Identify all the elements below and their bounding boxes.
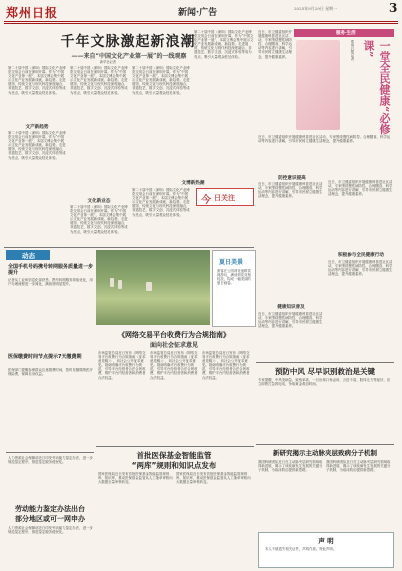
dongtai-tag-text: 动态 (22, 252, 35, 260)
dongtai-item-1-body: 记者从工业和信息化部获悉，携号转网服务持续优化，用户办理流程进一步简化，满意度明显提升。 (8, 278, 93, 287)
notice-box (258, 532, 394, 568)
sidebar-byline: 郑州日报记者 (350, 40, 354, 61)
sidebar-body-1: 近日，市卫健委组织开展健康科普进社区活动，专家围绕慢性病防控、合理膳食、科学运动等内容进行讲解，引导市民树立健康生活理念，提升健康素养。 (258, 135, 391, 144)
main-story-subhead-2: 文化新业态 (87, 199, 111, 204)
sidebar-illustration (296, 40, 340, 130)
visitor-figure (110, 278, 114, 287)
dongtai-item-1-title: 全国手机号码携号转网服务质量进一步提升 (8, 264, 94, 276)
sidebar-header-bar (294, 29, 394, 37)
main-story-col3: 第二十届中国（深圳）国际文化产业博览交易会日前在深圳开幕。作为“中国文化产业第一展”，本届文博会集中展示文化产业发展新成就、新趋势。走进展馆，传统文化与现代科技深度融合，非遗技艺、数字文创、沉浸式体验等成为亮点，吸引大量观众驻足体验。 (132, 66, 190, 95)
labor-title-1: 劳动能力鉴定办法出台 (15, 505, 85, 513)
guideline-col2: 市场监管总局近日发布《网络交易平台收费行为合规指南（征求意见稿）》，向社会公开征求意见。指南明确平台收费行为规范，引导平台经营者合法合规收费，维护平台内经营者和消费者合法权益。 (150, 351, 198, 380)
dongtai-item-2-title: 医保缴费时间节点提示7天缴费期 (8, 354, 82, 360)
science-col1: 我国科研团队近日在主动脉夹层研究领域取得新进展，揭示了该疾病发生发展的关键分子机制，为临床防治提供新思路。 (258, 460, 323, 473)
guideline-col1: 市场监管总局近日发布《网络交易平台收费行为合规指南（征求意见稿）》，向社会公开征求意见。指南明确平台收费行为规范，引导平台经营者合法合规收费，维护平台内经营者和消费者合法权益。 (98, 351, 146, 380)
science-col2: 我国科研团队近日在主动脉夹层研究领域取得新进展，揭示了该疾病发生发展的关键分子机制，为临床防治提供新思路。 (326, 460, 391, 473)
sidebar-body-2: 近日，市卫健委组织开展健康科普进社区活动，专家围绕慢性病防控、合理膳食、科学运动等内容进行讲解，引导市民树立健康生活理念，提升健康素养。 (258, 182, 323, 199)
section-title: 新闻·广告 (178, 8, 218, 18)
sidebar-subhead-1: 防控意识提高 (278, 176, 306, 181)
main-story-col4: 第二十届中国（深圳）国际文化产业博览交易会日前在深圳开幕。作为“中国文化产业第一展”，本届文博会集中展示文化产业发展新成就、新趋势。走进展馆，传统文化与现代科技深度融合，非遗技艺、数字文创、沉浸式体验等成为亮点，吸引大量观众驻足体验。 (194, 30, 254, 59)
sidebar-body-5: 近日，市卫健委组织开展健康科普进社区活动，专家围绕慢性病防控、合理膳食、科学运动等内容进行讲解，引导市民树立健康生活理念，提升健康素养。 (258, 312, 323, 329)
medicare-col2: 国家医保局近日发布首批医保基金智能监管规则库、知识库，推动医保基金监管从人工抽单审核向大数据全量审核转变。 (176, 472, 251, 485)
stroke-title: 预防中风 尽早识别救治是关键 (274, 367, 376, 376)
notice-title: 声 明 (318, 537, 334, 545)
stroke-divider (256, 362, 394, 363)
main-story-col2: 第二十届中国（深圳）国际文化产业博览交易会日前在深圳开幕。作为“中国文化产业第一展”，本届文博会集中展示文化产业发展新成就、新趋势。走进展馆，传统文化与现代科技深度融合，非遗技艺、数字文创、沉浸式体验等成为亮点，吸引大量观众驻足体验。 (70, 66, 128, 95)
sidebar-header-text: 服务·生活 (336, 31, 356, 36)
masthead-logo: 郑州日报 (6, 6, 59, 20)
science-title: 新研究揭示主动脉夹层致病分子机制 (273, 449, 377, 457)
science-divider (256, 444, 394, 445)
main-story-col2-b: 第二十届中国（深圳）国际文化产业博览交易会日前在深圳开幕。作为“中国文化产业第一展”，本届文博会集中展示文化产业发展新成就、新趋势。走进展馆，传统文化与现代科技深度融合，非遗技艺、数字文创、沉浸式体验等成为亮点，吸引大量观众驻足体验。 (70, 205, 128, 234)
medicare-col1: 国家医保局近日发布首批医保基金智能监管规则库、知识库，推动医保基金监管从人工抽单审核向大数据全量审核转变。 (98, 472, 173, 485)
main-story-subhead-1: 文产新趋势 (25, 125, 49, 130)
notice-body: 本人不慎遗失相关证件，声明作废。特此声明。 (265, 547, 337, 551)
sidebar-subhead-3: 积极参与全民健康行动 (338, 253, 384, 258)
guideline-col3: 市场监管总局近日发布《网络交易平台收费行为合规指南（征求意见稿）》，向社会公开征求意见。指南明确平台收费行为规范，引导平台经营者合法合规收费，维护平台内经营者和消费者合法权益。 (202, 351, 250, 380)
stroke-body: 专家提醒，中风发病急、致残率高，一旦出现口角歪斜、言语不清、肢体无力等症状，应立即拨打急救电话，争取黄金救治时间。 (258, 378, 391, 387)
photo-caption-title: 夏日美景 (219, 259, 244, 266)
main-story-col1-b: 第二十届中国（深圳）国际文化产业博览交易会日前在深圳开幕。作为“中国文化产业第一展”，本届文博会集中展示文化产业发展新成就、新趋势。走进展馆，传统文化与现代科技深度融合，非遗技艺、数字文创、沉浸式体验等成为亮点，吸引大量观众驻足体验。 (8, 131, 66, 160)
dongtai-item-2-body: 医保部门提醒参保群众注意缴费时间，按时足额缴纳医疗保险费，保障自身权益。 (8, 368, 93, 377)
guideline-subtitle: 面向社会征求意见 (149, 342, 198, 349)
sidebar-column-title: 一堂全民健康“必修课” (362, 40, 391, 135)
sidebar-subhead-2: 健康知识普及 (277, 305, 305, 310)
main-story-subtitle: ——来自“中国文化产业第一展”的一线观察 (71, 53, 187, 60)
labor-body-top: 人力资源社会保障部近日印发劳动能力鉴定办法，进一步规范鉴定程序，推进鉴定服务便民化。 (8, 456, 93, 465)
visitor-figure (146, 282, 152, 291)
main-story-col1: 第二十届中国（深圳）国际文化产业博览交易会日前在深圳开幕。作为“中国文化产业第一展”，本届文博会集中展示文化产业发展新成就、新趋势。走进展馆，传统文化与现代科技深度融合，非遗技艺、数字文创、沉浸式体验等成为亮点，吸引大量观众驻足体验。 (8, 66, 66, 95)
sidebar-body-3: 近日，市卫健委组织开展健康科普进社区活动，专家围绕慢性病防控、合理膳食、科学运动等内容进行讲解，引导市民树立健康生活理念，提升健康素养。 (328, 180, 393, 197)
section-divider (4, 247, 254, 248)
main-story-subhead-3: 文博新热潮 (181, 181, 205, 186)
masthead-rule-thin (4, 23, 398, 24)
page-number: 3 (389, 1, 398, 15)
lotus-pond-photo (96, 250, 210, 325)
medicare-divider (96, 446, 254, 447)
photo-caption-box (212, 250, 256, 327)
sidebar-col-left: 近日，市卫健委组织开展健康科普进社区活动，专家围绕慢性病防控、合理膳食、科学运动等内容进行讲解，引导市民树立健康生活理念，提升健康素养。 (258, 30, 292, 59)
today-focus-label: 日关注 (214, 193, 235, 202)
today-focus-char: 今 (201, 195, 211, 206)
main-story-title: 千年文脉激起新浪潮 (60, 34, 196, 50)
visitor-figure (118, 280, 122, 289)
sidebar-body-4: 近日，市卫健委组织开展健康科普进社区活动，专家围绕慢性病防控、合理膳食、科学运动等内容进行讲解，引导市民树立健康生活理念，提升健康素养。 (328, 260, 393, 277)
main-story-col3-b: 第二十届中国（深圳）国际文化产业博览交易会日前在深圳开幕。作为“中国文化产业第一展”，本届文博会集中展示文化产业发展新成就、新趋势。走进展馆，传统文化与现代科技深度融合，非遗技艺、数字文创、沉浸式体验等成为亮点，吸引大量观众驻足体验。 (132, 188, 190, 217)
medicare-title-2: “两库”规则和知识点发布 (131, 461, 217, 470)
photo-caption-body: 游客在公园荷花池畔赏荷游玩，满池荷花竞相绽放，构成一幅美丽的夏日画卷。 (217, 269, 251, 286)
masthead-rule (4, 21, 398, 22)
main-story-byline: 新华社记者 (100, 60, 116, 64)
medicare-title-1: 首批医保基金智能监管 (136, 451, 212, 460)
dongtai-tag (6, 250, 50, 260)
guideline-title: 《网络交易平台收费行为合规指南》 (118, 331, 230, 339)
labor-body: 人力资源社会保障部近日印发劳动能力鉴定办法，进一步规范鉴定程序，推进鉴定服务便民化。 (8, 526, 93, 535)
labor-divider (6, 452, 94, 453)
issue-date: 2025年9月29日 星期一 (294, 6, 338, 11)
labor-title-2: 部分地区或可一网申办 (15, 515, 85, 523)
today-focus-tile (196, 188, 254, 206)
